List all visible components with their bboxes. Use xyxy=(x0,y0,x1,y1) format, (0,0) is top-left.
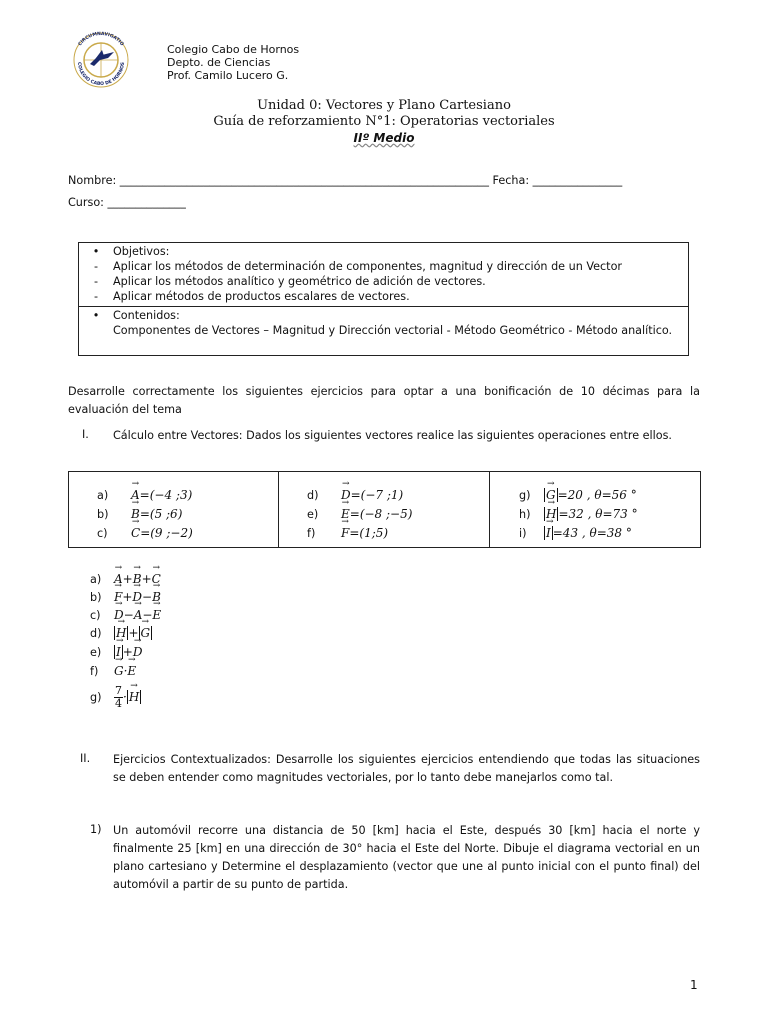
logo-text: COLEGIO CABO DE HORNOS xyxy=(75,61,127,88)
header-block xyxy=(167,43,467,82)
operation-item: d) → H +→ G xyxy=(90,626,390,645)
problem-1-text: Un automóvil recorre una distancia de 50 [km] hacia el Este, después 30 [km] hacia el norte y finalmente 25 [km] en una dirección de 30° hacia el Este del Norte. Dibuje el diagrama vectorial en un plano cartesiano y Determine el desplazamiento (vector que une al punto inicial con el punto final) del automóvil a partir de su punto de partida. xyxy=(113,824,700,891)
vectors-table xyxy=(68,471,701,548)
operation-item: f) → G·→ E xyxy=(90,664,390,682)
guide-title: Guía de reforzamiento N°1: Operatorias vectoriales xyxy=(213,114,555,129)
objective-item: Aplicar los métodos analítico y geométrico de adición de vectores. xyxy=(113,275,486,288)
vector-row: b) → B=(5 ;6) xyxy=(97,507,278,526)
vector-row: d) → D=(−7 ;1) xyxy=(307,488,489,507)
vector-row: a) → A=(−4 ;3) xyxy=(97,488,278,507)
vectors-col-3 xyxy=(490,472,700,547)
fraction-numerator: 7 xyxy=(115,683,122,697)
vector-row: h) → H =32 , θ=73 ° xyxy=(519,507,700,526)
vector-row: f) → F=(1;5) xyxy=(307,526,489,545)
school-logo xyxy=(66,30,136,90)
logo-seal-icon xyxy=(66,30,136,90)
name-field[interactable]: __________________________________________________________________ xyxy=(119,174,489,187)
operation-item: c) → D−→ A−→ E xyxy=(90,608,390,626)
objective-item: Aplicar los métodos de determinación de componentes, magnitud y dirección de un Vector xyxy=(113,260,623,273)
department-name: Depto. de Ciencias xyxy=(167,56,271,69)
section-2-text: Ejercicios Contextualizados: Desarrolle los siguientes ejercicios entendiendo que todas las situaciones se deben entender como magnitudes vectoriales, por lo tanto debe manejarlos como tal. xyxy=(113,753,700,784)
objectives-box: • Objetivos: - Aplicar los métodos de determinación de componentes, magnitud y dirección de un Vector - Aplicar los métodos analítico y geométrico de adición de vectores. - Aplicar métodos de productos escalares de vectores. • Contenidos: Componentes de Vectores – Magnitud y Dirección vectorial - Método Geométrico - Método analítico. xyxy=(78,242,689,356)
name-label: Nombre: xyxy=(68,174,117,187)
title-block xyxy=(0,98,768,146)
vector-row: c) → C=(9 ;−2) xyxy=(97,526,278,545)
section-2-numeral: II. xyxy=(80,752,91,765)
bullet-icon: • xyxy=(92,245,100,258)
teacher-name: Prof. Camilo Lucero G. xyxy=(167,69,289,82)
course-field[interactable]: ______________ xyxy=(107,196,186,209)
section-1-numeral: I. xyxy=(82,428,89,441)
intro-paragraph: Desarrolle correctamente los siguientes ejercicios para optar a una bonificación de 10 décimas para la evaluación del tema xyxy=(68,385,700,416)
vector-row: e) → E=(−8 ;−5) xyxy=(307,507,489,526)
svg-text:CIRCUMNAVIGATIO: CIRCUMNAVIGATIO xyxy=(77,31,125,48)
unit-title: Unidad 0: Vectores y Plano Cartesiano xyxy=(257,98,511,113)
course-label: Curso: xyxy=(68,196,104,209)
operation-item: a) → A+→ B+→ C xyxy=(90,572,390,590)
vector-row: i) → I =43 , θ=38 ° xyxy=(519,526,700,545)
date-field[interactable]: ________________ xyxy=(532,174,623,187)
objectives-heading: Objetivos: xyxy=(113,245,170,258)
objective-item: Aplicar métodos de productos escalares de vectores. xyxy=(113,290,410,303)
operation-item: e) → I +→ D xyxy=(90,645,390,664)
bullet-icon: • xyxy=(92,309,100,322)
vectors-col-1 xyxy=(69,472,279,547)
vector-row: g) → G =20 , θ=56 ° xyxy=(519,488,700,507)
problem-1-number: 1) xyxy=(90,823,102,836)
operations-list xyxy=(90,572,390,712)
name-line xyxy=(68,173,708,188)
course-line xyxy=(68,195,186,210)
section-1-text: Cálculo entre Vectores: Dados los siguientes vectores realice las siguientes operaciones entre ellos. xyxy=(113,429,672,442)
operation-item: b) → F+→ D−→ B xyxy=(90,590,390,608)
contents-heading: Contenidos: xyxy=(113,309,180,322)
school-name: Colegio Cabo de Hornos xyxy=(167,43,300,56)
operation-item: g) $\frac{7}{4}$ · → H xyxy=(90,682,390,712)
level-title: IIº Medio xyxy=(353,131,415,145)
page-number: 1 xyxy=(690,978,698,992)
contents-text: Componentes de Vectores – Magnitud y Dirección vectorial - Método Geométrico - Método analítico. xyxy=(113,324,673,337)
date-label: Fecha: xyxy=(492,174,530,187)
vectors-col-2 xyxy=(279,472,490,547)
fraction-denominator: 4 xyxy=(115,696,122,710)
